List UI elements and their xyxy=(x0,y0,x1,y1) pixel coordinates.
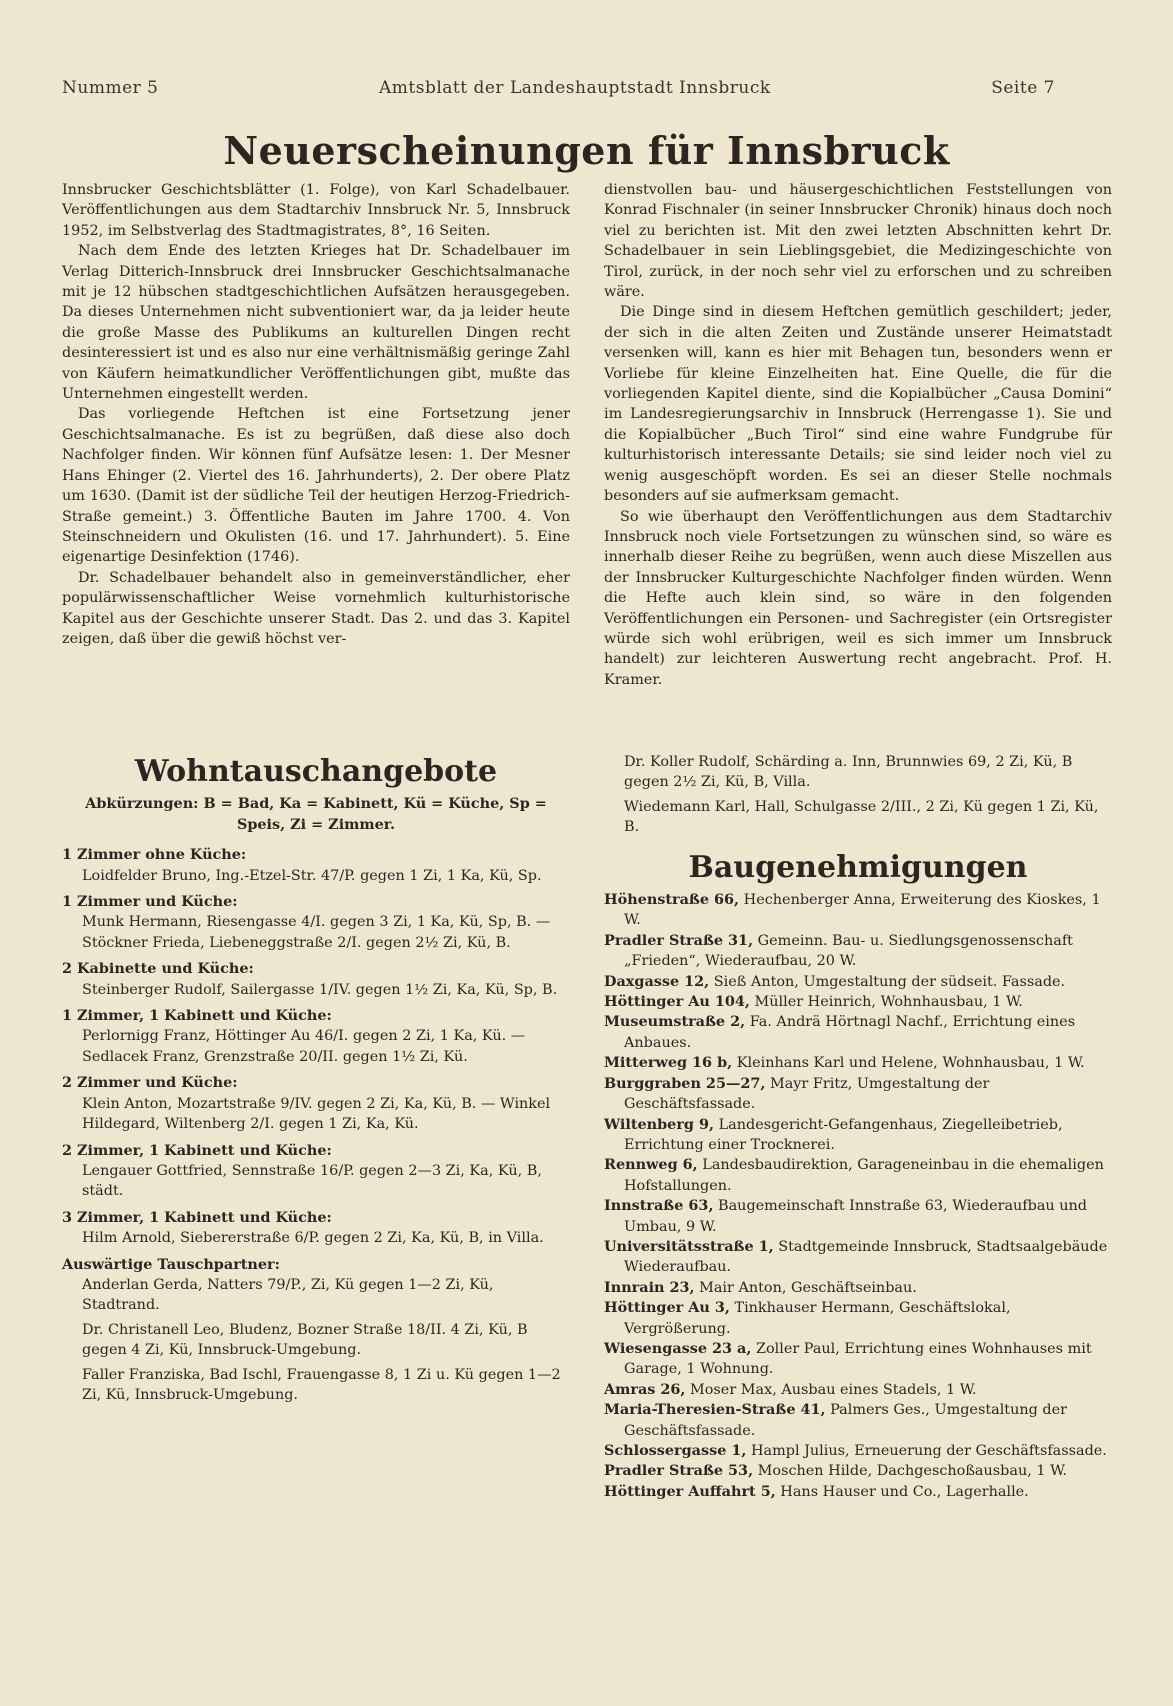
publication-title: Amtsblatt der Landeshauptstadt Innsbruck xyxy=(379,78,771,98)
article-right-column xyxy=(604,180,1112,690)
permit-street: Daxgasse 12, xyxy=(604,972,710,990)
listing-entry: Hilm Arnold, Siebererstraße 6/P. gegen 2 Zi, Ka, Kü, B, in Villa. xyxy=(82,1230,544,1247)
permit-details: Stadtgemeinde Innsbruck, Stadtsaalgebäude Wiederaufbau. xyxy=(624,1238,1108,1276)
permit-details: Mayr Fritz, Umgestaltung der Geschäftsfassade. xyxy=(624,1075,990,1113)
category-heading: 3 Zimmer, 1 Kabinett und Küche: xyxy=(62,1208,332,1226)
permit-street: Höttinger Au 104, xyxy=(604,993,750,1011)
permit-details: Sieß Anton, Umgestaltung der südseit. Fassade. xyxy=(709,973,1066,990)
permit-entry xyxy=(604,1298,1112,1339)
permit-street: Wiltenberg 9, xyxy=(604,1115,715,1133)
permit-street: Innrain 23, xyxy=(604,1278,695,1296)
listing-entry: Perlornigg Franz, Höttinger Au 46/I. gegen 2 Zi, 1 Ka, Kü. — Sedlacek Franz, Grenzstraße 20/II. gegen 1½ Zi, Kü. xyxy=(82,1028,526,1065)
permit-details: Fa. Andrä Hörtnagl Nachf., Errichtung eines Anbaues. xyxy=(624,1014,1076,1051)
article-paragraph: Innsbrucker Geschichtsblätter (1. Folge), von Karl Schadelbauer. Veröffentlichungen aus dem Stadtarchiv Innsbruck Nr. 5, Innsbruck 1952, im Selbstverlag des Stadtmagistrates, 8°, 16 Seiten. xyxy=(62,182,570,239)
page-number: Seite 7 xyxy=(991,78,1055,98)
permit-details: Mair Anton, Geschäftseinbau. xyxy=(694,1279,917,1296)
permit-details: Tinkhauser Hermann, Geschäftslokal, Vergrößerung. xyxy=(624,1300,1011,1337)
page-header xyxy=(62,78,1055,98)
permit-street: Höttinger Auffahrt 5, xyxy=(604,1482,776,1500)
wohntausch-column xyxy=(62,752,570,1502)
permit-entry xyxy=(604,1400,1112,1441)
permit-details: Moser Max, Ausbau eines Stadels, 1 W. xyxy=(685,1381,977,1398)
permit-entry xyxy=(604,1278,1112,1298)
listing-entry: Steinberger Rudolf, Sailergasse 1/IV. gegen 1½ Zi, Ka, Kü, Sp, B. xyxy=(82,981,558,998)
permit-street: Höttinger Au 3, xyxy=(604,1299,730,1317)
permit-details: Gemeinn. Bau- u. Siedlungsgenossenschaft „Frieden“, Wiederaufbau, 20 W. xyxy=(624,932,1073,970)
permit-details: Palmers Ges., Umgestaltung der Geschäftsfassade. xyxy=(624,1402,1068,1439)
listing-entry: Loidfelder Bruno, Ing.-Etzel-Str. 47/P. gegen 1 Zi, 1 Ka, Kü, Sp. xyxy=(82,867,542,884)
permit-street: Schlossergasse 1, xyxy=(604,1442,747,1459)
permit-details: Moschen Hilde, Dachgeschoßausbau, 1 W. xyxy=(753,1463,1067,1480)
listing-entry: Lengauer Gottfried, Sennstraße 16/P. gegen 2—3 Zi, Ka, Kü, B, städt. xyxy=(82,1162,542,1200)
permit-street: Amras 26, xyxy=(604,1380,686,1398)
article-paragraph: Nach dem Ende des letzten Krieges hat Dr. Schadelbauer im Verlag Ditterich-Innsbruck drei Innsbrucker Geschichtsalmanache mit je 12 hübschen stadtgeschichtlichen Aufsätzen herausgegeben. Da dieses Unternehmen nicht subventioniert war, da ja leider heute die große Masse des Publikums an kulturellen Dingen recht desinteressiert ist und es also nur eine verhältnismäßig geringe Zahl von Käufern heimatkundlicher Veröffentlichungen gibt, mußte das Unternehmen eingestellt werden. xyxy=(62,243,570,403)
permit-entry xyxy=(604,1339,1112,1380)
permit-entry xyxy=(604,1155,1112,1196)
permit-entry xyxy=(604,1441,1112,1461)
baugenehmigungen-list xyxy=(604,890,1112,1502)
section-title-baugenehmigungen: Baugenehmigungen xyxy=(688,849,1028,885)
permit-entry xyxy=(604,1482,1112,1502)
permit-street: Burggraben 25—27, xyxy=(604,1074,766,1092)
listing-entry: Dr. Christanell Leo, Bludenz, Bozner Straße 18/II. 4 Zi, Kü, B gegen 4 Zi, Kü, Innsbruck-Umgebung. xyxy=(82,1321,528,1359)
article-paragraph: dienstvollen bau- und häusergeschichtlichen Feststellungen von Konrad Fischnaler (in seiner Innsbrucker Chronik) hinaus doch noch viel zu berichten ist. Mit den zwei letzten Abschnitten kehrt Dr. Schadelbauer in sein Lieblingsgebiet, die Medizingeschichte von Tirol, zurück, in der noch sehr viel zu erforschen und zu schreiben wäre. xyxy=(604,182,1112,301)
category-heading: 2 Kabinette und Küche: xyxy=(62,960,254,978)
permit-entry xyxy=(604,931,1112,972)
listing-entry: Wiedemann Karl, Hall, Schulgasse 2/III., 2 Zi, Kü gegen 1 Zi, Kü, B. xyxy=(624,798,1099,836)
bottom-section xyxy=(62,752,1112,1502)
permit-details: Baugemeinschaft Innstraße 63, Wiederaufbau und Umbau, 9 W. xyxy=(624,1198,1088,1235)
permit-details: Landesbaudirektion, Garageneinbau in die ehemaligen Hofstallungen. xyxy=(624,1157,1104,1194)
listing-entry: Anderlan Gerda, Natters 79/P., Zi, Kü gegen 1—2 Zi, Kü, Stadtrand. xyxy=(82,1276,494,1314)
category-heading: 2 Zimmer und Küche: xyxy=(62,1074,238,1092)
section-title-neuerscheinungen: Neuerscheinungen für Innsbruck xyxy=(223,128,950,173)
permit-entry xyxy=(604,1053,1112,1073)
permit-street: Maria-Theresien-Straße 41, xyxy=(604,1401,826,1419)
article-left-column xyxy=(62,180,570,690)
permit-entry xyxy=(604,1012,1112,1053)
article-paragraph: Das vorliegende Heftchen ist eine Fortsetzung jener Geschichtsalmanache. Es ist zu begrüßen, daß diese also doch Nachfolger finden. Wir können fünf Aufsätze lesen: 1. Der Mesner Hans Ehinger (2. Viertel des 16. Jahrhunderts), 2. Der obere Platz um 1630. (Damit ist der südliche Teil der heutigen Herzog-Friedrich-Straße gemeint.) 3. Öffentliche Bauten im Jahre 1700. 4. Von Steinschneidern und Okulisten (16. und 17. Jahrhundert). 5. Eine eigenartige Desinfektion (1746). xyxy=(62,406,570,566)
listing-entry: Munk Hermann, Riesengasse 4/I. gegen 3 Zi, 1 Ka, Kü, Sp, B. — Stöckner Frieda, Liebeneggstraße 2/I. gegen 2½ Zi, Kü, B. xyxy=(82,914,551,951)
right-bottom-column xyxy=(604,752,1112,1502)
listing-entry: Faller Franziska, Bad Ischl, Frauengasse 8, 1 Zi u. Kü gegen 1—2 Zi, Kü, Innsbruck-Umgebung. xyxy=(82,1366,561,1403)
permit-details: Landesgericht-Gefangenhaus, Ziegelleibetrieb, Errichtung einer Trocknerei. xyxy=(624,1116,1063,1153)
permit-entry xyxy=(604,992,1112,1012)
abbreviations-legend: Abkürzungen: B = Bad, Ka = Kabinett, Kü = Küche, Sp = Speis, Zi = Zimmer. xyxy=(85,795,547,833)
permit-details: Hampl Julius, Erneuerung der Geschäftsfassade. xyxy=(746,1443,1107,1459)
category-heading: 2 Zimmer, 1 Kabinett und Küche: xyxy=(62,1141,332,1159)
permit-entry xyxy=(604,1074,1112,1115)
permit-street: Mitterweg 16 b, xyxy=(604,1054,733,1072)
article-paragraph: Die Dinge sind in diesem Heftchen gemütlich geschildert; jeder, der sich in die alten Zeiten und Zustände unserer Heimatstadt versenken will, kann es hier mit Behagen tun, besonders wenn er Vorliebe für kleine Einzelheiten hat. Eine Quelle, die für die vorliegenden Kapitel diente, sind die Kopialbücher „Causa Domini“ im Landesregierungsarchiv in Innsbruck (Herrengasse 1). Sie und die Kopialbücher „Buch Tirol“ sind eine wahre Fundgrube für kulturhistorisch interessante Details; sie sind leider noch viel zu wenig ausgeschöpft worden. Es sei an dieser Stelle nochmals besonders auf sie aufmerksam gemacht. xyxy=(604,304,1112,505)
permit-street: Höhenstraße 66, xyxy=(604,891,740,909)
permit-entry xyxy=(604,1380,1112,1400)
category-heading: 1 Zimmer, 1 Kabinett und Küche: xyxy=(62,1007,332,1025)
permit-street: Innstraße 63, xyxy=(604,1197,714,1215)
permit-details: Hans Hauser und Co., Lagerhalle. xyxy=(775,1483,1029,1500)
permit-entry xyxy=(604,1196,1112,1237)
category-heading: Auswärtige Tauschpartner: xyxy=(62,1255,280,1273)
wohntausch-list xyxy=(62,845,570,1405)
permit-entry xyxy=(604,1461,1112,1481)
section-title-wohntausch: Wohntauschangebote xyxy=(134,754,498,789)
permit-street: Rennweg 6, xyxy=(604,1156,698,1174)
permit-entry xyxy=(604,890,1112,931)
permit-entry xyxy=(604,1237,1112,1278)
permit-street: Pradler Straße 53, xyxy=(604,1462,754,1480)
article-paragraph: So wie überhaupt den Veröffentlichungen aus dem Stadtarchiv Innsbruck noch viele Fortsetzungen zu wünschen sind, so wäre es innerhalb dieser Reihe zu begrüßen, wenn auch diese Miszellen aus der Innsbrucker Kulturgeschichte Nachfolger finden würden. Wenn die Hefte auch klein sind, so wäre in den folgenden Veröffentlichungen ein Personen- und Sachregister (ein Ortsregister würde sich wohl erübrigen, weil es sich immer um Innsbruck handelt) zur leichteren Auswertung recht angebracht. Prof. H. Kramer. xyxy=(604,508,1112,688)
permit-street: Wiesengasse 23 a, xyxy=(604,1339,752,1357)
permit-street: Museumstraße 2, xyxy=(604,1013,746,1031)
listing-entry: Klein Anton, Mozartstraße 9/IV. gegen 2 Zi, Ka, Kü, B. — Winkel Hildegard, Wiltenberg 2/I. gegen 1 Zi, Ka, Kü. xyxy=(82,1095,551,1133)
category-heading: 1 Zimmer ohne Küche: xyxy=(62,846,247,864)
permit-details: Müller Heinrich, Wohnhausbau, 1 W. xyxy=(749,994,1023,1011)
permit-street: Pradler Straße 31, xyxy=(604,931,754,949)
permit-details: Hechenberger Anna, Erweiterung des Kioskes, 1 W. xyxy=(624,892,1101,929)
permit-entry xyxy=(604,972,1112,992)
listing-entry: Dr. Koller Rudolf, Schärding a. Inn, Brunnwies 69, 2 Zi, Kü, B gegen 2½ Zi, Kü, B, Villa. xyxy=(624,754,1073,791)
neuerscheinungen-article xyxy=(62,180,1112,690)
category-heading: 1 Zimmer und Küche: xyxy=(62,893,238,911)
issue-number: Nummer 5 xyxy=(62,78,159,98)
permit-details: Zoller Paul, Errichtung eines Wohnhauses mit Garage, 1 Wohnung. xyxy=(624,1340,1092,1378)
article-paragraph: Dr. Schadelbauer behandelt also in gemeinverständlicher, eher populärwissenschaftlicher Weise vornehmlich kulturhistorische Kapitel aus der Geschichte unserer Stadt. Das 2. und das 3. Kapitel zeigen, daß über die gewiß höchst ver- xyxy=(62,569,570,647)
permit-street: Universitätsstraße 1, xyxy=(604,1237,774,1255)
permit-details: Kleinhans Karl und Helene, Wohnhausbau, 1 W. xyxy=(732,1055,1085,1072)
permit-entry xyxy=(604,1115,1112,1156)
wohntausch-continued xyxy=(604,752,1112,838)
